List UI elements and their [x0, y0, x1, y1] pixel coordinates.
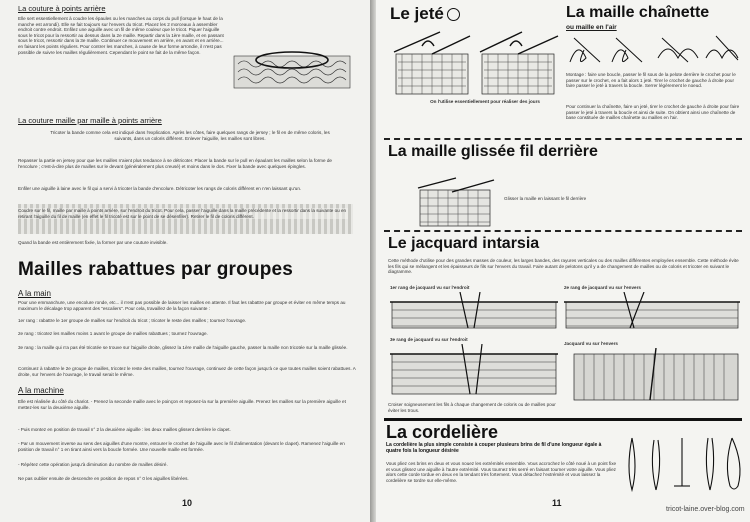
- jete-caption: On l'utilise essentiellement pour réaliser des jours: [430, 99, 540, 104]
- chainette-text-1: Montage : faire une boucle, passer le fil sous de la pelote derrière le crochet pour le passer sur le crochet, en a fait alors 1 jeté. Tirer le crochet de gauche à droite pour faire passer le jeté à travers la boucle. Serrer légèrement le noeud.: [566, 72, 736, 89]
- rang-2-text: 2e rang : tricotez les mailles moins 1 avant le groupe de mailles rabattues ; tournez l'ouvrage.: [18, 331, 208, 336]
- glissee-illustration: [416, 176, 496, 228]
- cordeliere-lead: La cordelière la plus simple consiste à couper plusieurs brins de fil d'une longueur égale à quatre fois la longueur désirée: [386, 442, 602, 454]
- jete-illustration: [392, 28, 560, 96]
- cordeliere-text: Vous pliez ces brins en deux et vous nouez les extrémités ensemble. Vous accrochez le côté noué à un point fixe et vous glissez une aiguille à l'autre extrémité. Vous tournez très serré en faisant tourner votre aiguille. Vous pliez alors cette corde tordue en deux en la tendant très fortement. Vous détachez l'extrémité et vous laissez la cordelière se tordre sur elle-même.: [386, 461, 617, 483]
- le-jete-title-text: Le jeté: [390, 4, 444, 23]
- couture-maille-text-4: Coudre sur le fil, maille par maille à points arrière, sur l'endroit du tricot. Pour cela, passer l'aiguille dans la maille précédente et la ressortir dans la suivante ou en retirant l'aiguille du fil de maille (en effet le fil tricoté est sur le point de se désenfiler). Retirer le fil de coloris différent.: [18, 208, 347, 219]
- jacquard-caption: Croiser soigneusement les fils à chaque changement de coloris ou de mailles pour éviter les trous.: [388, 402, 556, 413]
- couture-points-arriere-text: Elle sert essentiellement à coudre les épaules ou les manches au corps du pull (lorsque le haut de la manche est arrondi). Elle se fait toujours sur l'envers du tricot. Placez les 2 morceaux à assembler endroit contre endroit. Enfilez une aiguille avec un fil de même couleur que le tricot. Piquer l'aiguille sous le tricot pour la ressortir au dessus dans la 2e maille. Repartir dans la 1ère maille, et en passant sous le tricot, ressortir dans la 3e maille. Continuer ce mouvement en arrière, en avant et en arrière... en faisant les points réguliers. Pour contrer les manches, à cause de leur forme arrondie, il n'est pas possible de suivre les mailles régulièrement. Cependant le point se fait de la même façon.: [18, 16, 224, 55]
- section-title-jacquard: Le jacquard intarsia: [388, 235, 540, 252]
- machine-text-3: - Par un mouvement inverse au sens des aiguilles d'une montre, entourer le crochet de l'aiguille avec le fil d'alimentation (devant le clapet). Ramenez l'aiguille en position de travail n° 1 en tirant ainsi vers la boucle formée. Une nouvelle maille est formée.: [18, 441, 345, 452]
- rabattues-continue-text: Continuez à rabattre le 2e groupe de mailles, tricotez le reste des mailles, tournez l'ouvrage, continuez de cette façon jusqu'à ce que toutes mailles soient rabattues. A droite, sur l'envers de l'ouvrage, le travail serait le même.: [18, 366, 356, 377]
- couture-maille-text-3: Enfiler une aiguille à laine avec le fil qui a servi à tricoter la bande d'encolure. Détricoter les rangs de coloris différent en n'en laissant qu'un.: [18, 186, 302, 191]
- page-number-left: 10: [182, 498, 193, 508]
- section-title-maille-chainette: La maille chaînette: [566, 4, 710, 21]
- couture-maille-text-1: Tricoter la bande comme cela est indiqué dans l'explication. Après les côtes, faire quelques rangs de jersey ; le fil en de même coloris, les suivants, dans un coloris différent. Enlever l'aiguille, les mailles sont libres.: [50, 130, 330, 141]
- jacquard-row2-illustration: [564, 292, 742, 330]
- jete-symbol-icon: [447, 8, 460, 21]
- jacquard-label-1: 1er rang de jacquard vu sur l'endroit: [390, 285, 470, 290]
- machine-text-5: Ne pas oublier ensuite de descendre en position de repos n° 0 les aiguilles libérées.: [18, 476, 189, 481]
- section-title-le-jete: [390, 4, 460, 24]
- chainette-text-2: Pour continuer la chaînette, faire un jeté, tirer le crochet de gauche à droite pour faire passer le jeté à travers la boucle et ainsi de suite. On obtient ainsi une chaînette de base constituée de mailles chaînette ou mailles en l'air.: [566, 104, 740, 121]
- divider-bar: [384, 418, 742, 421]
- jacquard-label-2: 2e rang de jacquard vu sur l'envers: [564, 285, 641, 290]
- subsection-a-la-machine: A la machine: [18, 386, 64, 395]
- jacquard-row1-illustration: [390, 292, 560, 330]
- jacquard-label-4: Jacquard vu sur l'envers: [564, 341, 618, 346]
- right-page: [376, 0, 750, 522]
- left-page: [0, 0, 370, 522]
- section-title-couture-points-arriere: La couture à points arrière: [18, 4, 106, 13]
- backstitch-illustration: [232, 44, 352, 92]
- section-title-mailles-rabattues: Mailles rabattues par groupes: [18, 259, 294, 280]
- jacquard-label-3: 3e rang de jacquard vu sur l'endroit: [390, 337, 468, 342]
- machine-text-2: - Puis montez en position de travail n° 2 la deuxième aiguille : les deux mailles glissent derrière le clapet.: [18, 427, 231, 432]
- jacquard-text: Cette méthode d'utilise pour des grandes masses de couleur, les larges bandes, des rayures verticales ou des mailles différentes employées ensemble. Cette méthode évite les fils qui se mélangent et les épaisseurs de fils sur l'envers du travail. Faire autant de pelotons qu'il y a de changement de mailles ou de coloris et tricoter en suivant le diagramme.: [388, 258, 739, 275]
- section-title-maille-glissee: La maille glissée fil derrière: [388, 143, 598, 160]
- rang-1-text: 1er rang : rabattre le 1er groupe de mailles sur l'endroit du tricot ; tricoter le reste des mailles ; tournez l'ouvrage.: [18, 318, 247, 323]
- glissee-caption: Glisser la maille en laissant le fil derrière: [504, 196, 587, 201]
- jacquard-back-illustration: [572, 348, 742, 402]
- divider-dashed-2: [384, 230, 742, 232]
- rang-3-text: 3e rang : la maille qui n'a pas été tricotée se trouve sur l'aiguille droite, glissez la 1ère maille de l'aiguille gauche, passer la maille non tricotée sur la maille glissée.: [18, 345, 348, 350]
- machine-text-1: Elle est réalisée du côté du chariot. - Prenez la seconde maille avec le poinçon et reposez-la sur la première aiguille. Prenez les mailles sur la première aiguille et mettez-les sur la deuxième aiguille.: [18, 399, 346, 410]
- section-title-couture-maille-par-maille: La couture maille par maille à points arrière: [18, 116, 162, 125]
- divider-dashed-1: [384, 138, 742, 140]
- watermark: tricot-laine.over-blog.com: [666, 506, 745, 513]
- chainette-subtitle: ou maille en l'air: [566, 24, 617, 31]
- jacquard-row3-illustration: [390, 344, 560, 398]
- rabattues-main-text: Pour une emmanchure, une encolure ronde, etc... il n'est pas possible de laisser les mailles en attente. Il faut les rabattre par groupe et éviter en même temps au maximum le décalage trop apparent des "escaliers". Pour cela, travaillez de la façon suivante :: [18, 300, 346, 311]
- subsection-a-la-main: A la main: [18, 289, 51, 298]
- couture-maille-text-5: Quand la bande est entièrement fixée, la former par une couture invisible.: [18, 240, 168, 245]
- section-title-cordeliere: La cordelière: [386, 422, 499, 442]
- machine-text-4: - Répétez cette opération jusqu'à diminution du nombre de mailles désiré.: [18, 462, 168, 467]
- page-number-right: 11: [552, 498, 562, 508]
- cordeliere-illustration: [624, 430, 748, 496]
- chainette-illustration: [566, 32, 744, 70]
- couture-maille-text-2: Repasser la partie en jersey pour que les mailles n'aient plus tendance à se détricoter. Placer la bande sur le pull en épaulant les mailles selon la forme de l'encolure ; c'est-à-dire plus de mailles sur le devant (généralement plus creusé) et moins dans le dos. Fixer la bande avec quelques épingles.: [18, 158, 332, 169]
